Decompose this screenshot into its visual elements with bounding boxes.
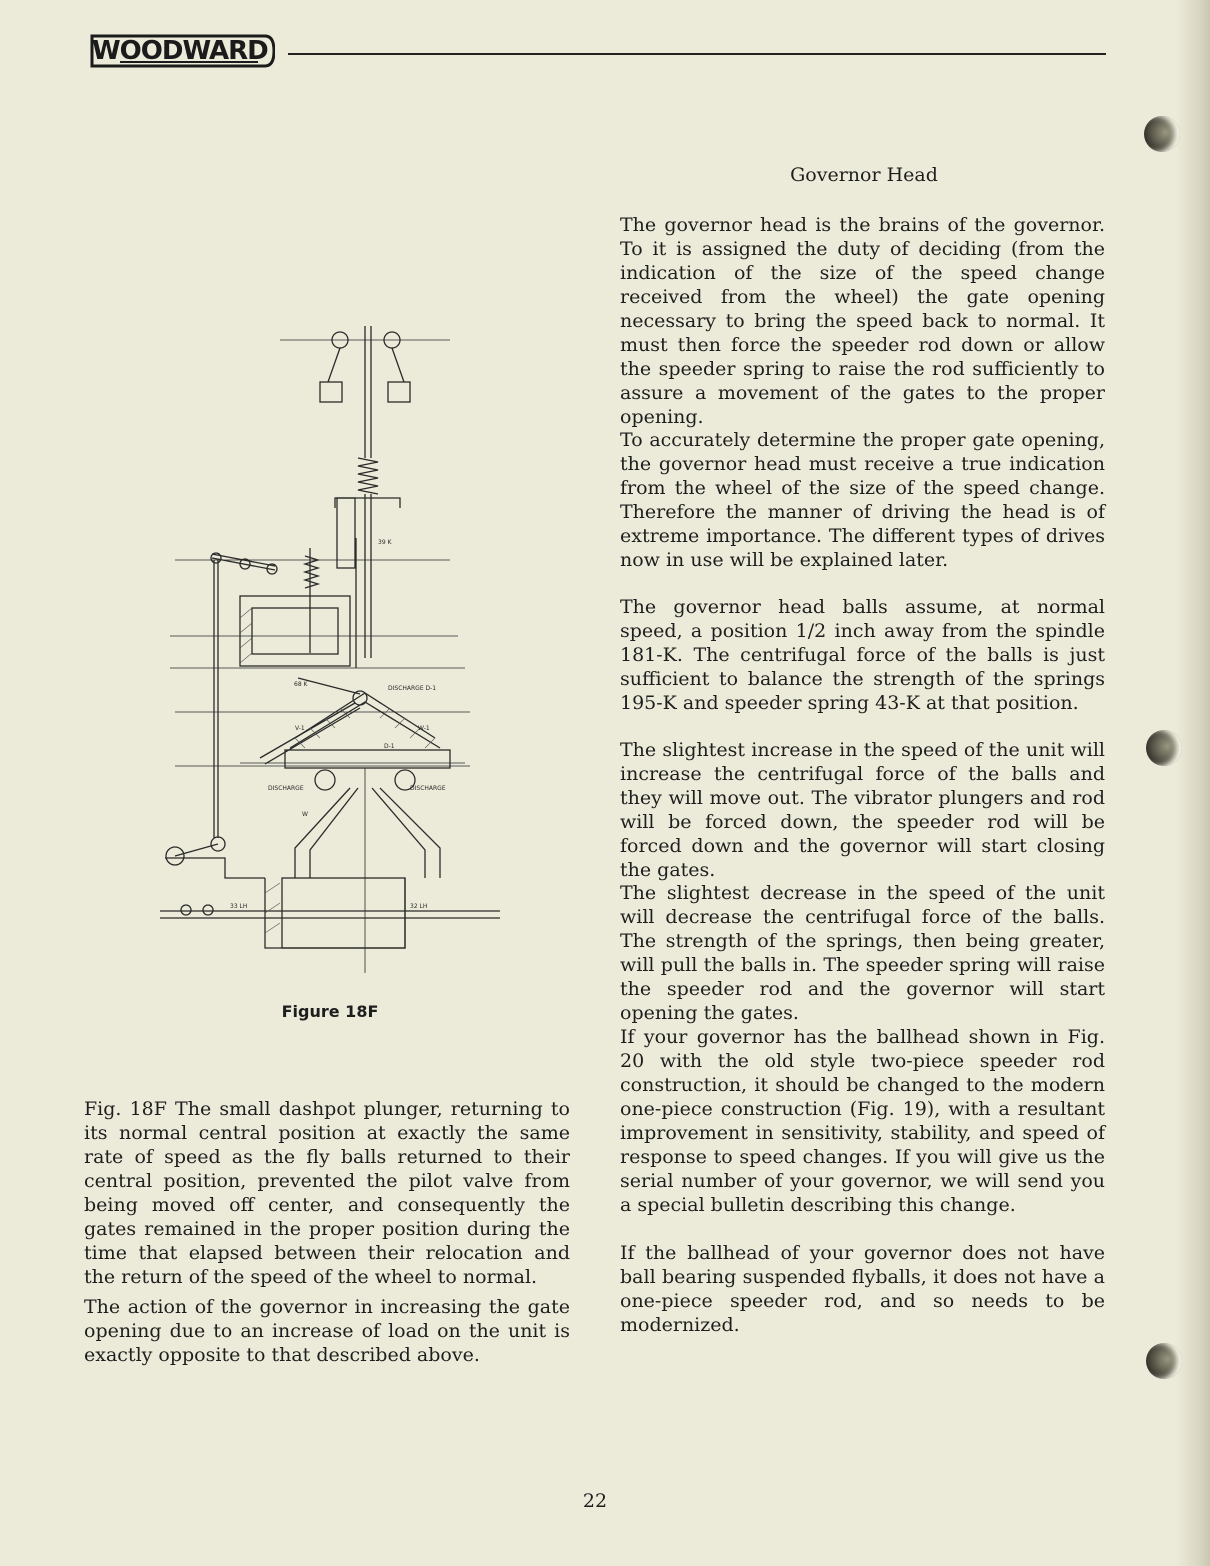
label-w: W (302, 811, 308, 818)
left-paragraph-2: The action of the governor in increasing the gate opening due to an increase of load on the unit is exactly opposite to that described above. (84, 1296, 570, 1366)
page-edge-shadow (1176, 0, 1210, 1566)
left-paragraph-1: Fig. 18F The small dashpot plunger, returning to its normal central position at exactly the same rate of speed as the fly balls returned to their central position, prevented the pilot valve from being moved off center, and consequently the gates remained in the proper position during the time that elapsed between their relocation and the return of the speed of the wheel to normal. (84, 1098, 570, 1288)
right-paragraph-7: If the ballhead of your governor does not have ball bearing suspended flyballs, it does not have a one-piece speeder rod, and so needs to be modernized. (620, 1242, 1105, 1336)
right-paragraph-1: The governor head is the brains of the governor. To it is assigned the duty of deciding (from the indication of the size of the speed change received from the wheel) the gate opening necessary to bring the speed back to normal. It must then force the speeder rod down or allow the speeder spring to raise the rod sufficiently to assure a movement of the gates to the proper opening. (620, 214, 1105, 428)
label-discharge-right: DISCHARGE (410, 785, 446, 792)
section-heading: Governor Head (790, 164, 938, 186)
label-w1: W-1 (418, 725, 430, 732)
label-discharge-d1: DISCHARGE D-1 (388, 685, 437, 692)
logo-text: WOODWARD (92, 36, 268, 66)
binder-hole-bottom (1146, 1343, 1182, 1379)
diagram-svg (160, 318, 505, 973)
label-discharge-left: DISCHARGE (268, 785, 304, 792)
right-paragraph-5: The slightest decrease in the speed of the unit will decrease the centrifugal force of the balls. The strength of the springs, then being greater, will pull the balls in. The speeder spring will raise the speeder rod and the governor will start opening the gates. (620, 882, 1105, 1024)
right-paragraph-3: The governor head balls assume, at normal speed, a position 1/2 inch away from the spindle 181-K. The centrifugal force of the balls is just sufficient to balance the strength of the springs 195-K and speeder spring 43-K at that position. (620, 596, 1105, 714)
figure-caption: Figure 18F (281, 1002, 379, 1021)
page-number: 22 (582, 1490, 608, 1512)
right-paragraph-4: The slightest increase in the speed of the unit will increase the centrifugal force of the balls and they will move out. The vibrator plungers and rod will be forced down, the speeder rod will be forced down and the governor will start closing the gates. (620, 739, 1105, 881)
label-33lh: 33 LH (230, 903, 248, 910)
label-68k: 68 K (294, 681, 308, 688)
binder-hole-top (1144, 116, 1180, 152)
header-rule (288, 53, 1106, 55)
label-39k: 39 K (378, 539, 392, 546)
binder-hole-middle (1146, 730, 1182, 766)
label-32lh: 32 LH (410, 903, 428, 910)
governor-head-diagram (160, 318, 505, 973)
right-paragraph-2: To accurately determine the proper gate opening, the governor head must receive a true indication from the wheel of the size of the speed change. Therefore the manner of driving the head is of extreme importance. The different types of drives now in use will be explained later. (620, 429, 1105, 571)
right-paragraph-6: If your governor has the ballhead shown in Fig. 20 with the old style two-piece speeder rod construction, it should be changed to the modern one-piece construction (Fig. 19), with a resultant improvement in sensitivity, stability, and speed of response to speed changes. If you will give us the serial number of your governor, we will send you a special bulletin describing this change. (620, 1026, 1105, 1216)
label-v1: V-1 (295, 725, 305, 732)
label-d1: D-1 (384, 743, 395, 750)
